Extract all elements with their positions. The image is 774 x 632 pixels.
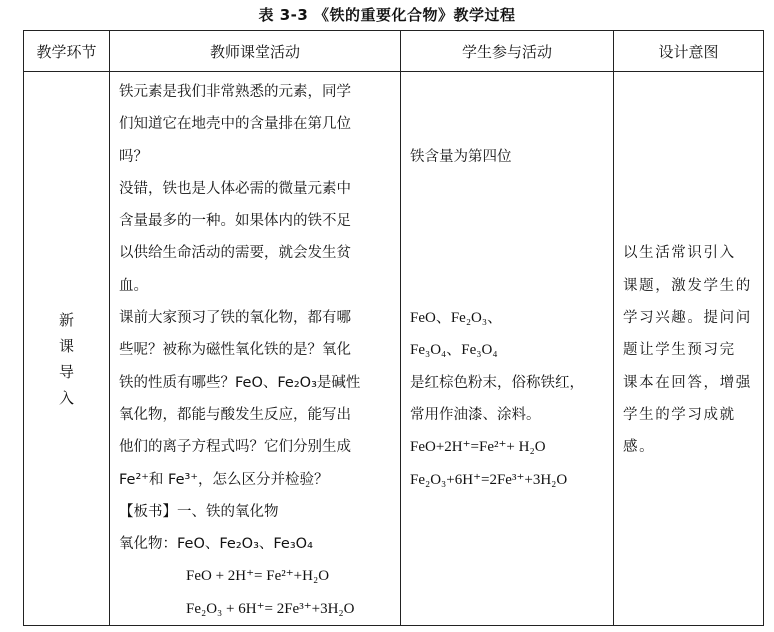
teacher-line: 氧化物：FeO、Fe₂O₃、Fe₃O₄ bbox=[119, 536, 313, 553]
teacher-line: 含量最多的一种。如果体内的铁不足 bbox=[119, 213, 351, 230]
header-student: 学生参与活动 bbox=[401, 31, 614, 72]
stage-char: 导 bbox=[58, 362, 74, 381]
teacher-line: 他们的离子方程式吗？它们分别生成 bbox=[119, 439, 351, 456]
teacher-equation: Fe₂O₃ + 6H⁺= 2Fe³⁺+3H₂O bbox=[186, 600, 355, 617]
stage-char: 新 bbox=[58, 310, 74, 329]
design-line: 题让学生预习完 bbox=[623, 342, 736, 359]
teacher-line: 没错，铁也是人体必需的微量元素中 bbox=[119, 180, 351, 197]
design-line: 以生活常识引入 bbox=[623, 245, 736, 262]
stage-char: 入 bbox=[58, 388, 74, 407]
teacher-line: 课前大家预习了铁的氧化物，都有哪 bbox=[119, 310, 351, 327]
teacher-activity-cell bbox=[110, 72, 401, 626]
student-line: FeO、Fe₂O₃、 bbox=[410, 310, 503, 327]
stage-cell bbox=[24, 72, 110, 626]
teacher-line: 吗？ bbox=[119, 148, 148, 165]
teacher-line: 以供给生命活动的需要，就会发生贫 bbox=[119, 245, 351, 262]
student-line: 是红棕色粉末，俗称铁红， bbox=[410, 374, 584, 391]
student-equation: FeO+2H⁺=Fe²⁺+ H₂O bbox=[410, 439, 546, 456]
table-caption: 表 3-3 《铁的重要化合物》教学过程 bbox=[258, 6, 516, 24]
header-teacher: 教师课堂活动 bbox=[110, 31, 401, 72]
stage-char: 课 bbox=[58, 336, 74, 355]
teacher-line: 们知道它在地壳中的含量排在第几位 bbox=[119, 116, 351, 133]
header-row bbox=[24, 31, 764, 72]
header-stage: 教学环节 bbox=[24, 31, 110, 72]
student-line: Fe₃O₄、Fe₃O₄ bbox=[410, 342, 498, 359]
design-line: 学生的学习成就 bbox=[623, 406, 736, 423]
design-line: 感。 bbox=[623, 439, 656, 456]
student-line: 常用作油漆、涂料。 bbox=[410, 406, 541, 423]
teacher-line: 氧化物，都能与酸发生反应，能写出 bbox=[119, 406, 351, 423]
design-line: 课本在回答，增强 bbox=[623, 374, 752, 391]
teacher-line: 铁的性质有哪些？FeO、Fe₂O₃是碱性 bbox=[119, 374, 361, 391]
teacher-line: 铁元素是我们非常熟悉的元素，同学 bbox=[119, 84, 351, 100]
design-line: 学习兴趣。提问问 bbox=[623, 310, 752, 327]
teacher-line: Fe²⁺和 Fe³⁺，怎么区分并检验？ bbox=[119, 471, 329, 488]
teacher-line: 些呢？被称为磁性氧化铁的是？氧化 bbox=[119, 342, 351, 359]
design-intent-cell bbox=[614, 72, 764, 626]
header-design: 设计意图 bbox=[614, 31, 764, 72]
table-row bbox=[24, 72, 764, 626]
teacher-line: 血。 bbox=[119, 277, 148, 294]
student-activity-cell bbox=[401, 72, 614, 626]
student-equation: Fe₂O₃+6H⁺=2Fe³⁺+3H₂O bbox=[410, 471, 568, 488]
student-line: 铁含量为第四位 bbox=[410, 148, 512, 165]
teaching-process-table bbox=[23, 30, 764, 626]
teacher-equation: FeO + 2H⁺= Fe²⁺+H₂O bbox=[186, 568, 330, 585]
design-line: 课题，激发学生的 bbox=[623, 277, 752, 294]
teacher-line: 【板书】一、铁的氧化物 bbox=[119, 503, 279, 520]
